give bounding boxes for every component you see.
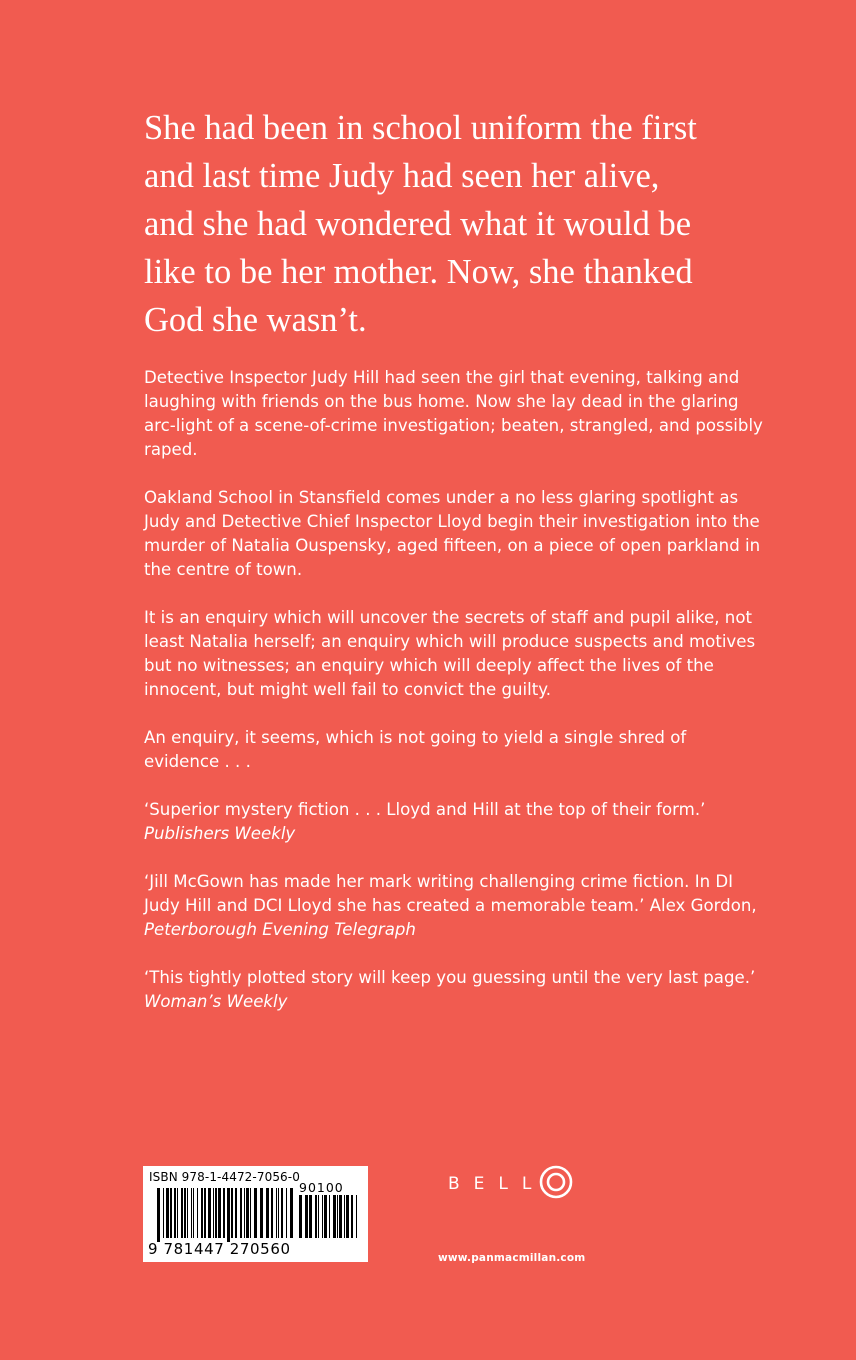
review-author: Alex Gordon, [649, 896, 757, 915]
circle-o-icon [539, 1165, 573, 1204]
isbn-barcode [143, 1166, 368, 1262]
pull-quote-line: and last time Judy had seen her alive, [144, 157, 660, 195]
review-source: Peterborough Evening Telegraph [144, 920, 416, 939]
review-source: Publishers Weekly [144, 824, 296, 843]
publisher-logo [448, 1166, 573, 1202]
blurb-paragraph: An enquiry, it seems, which is not going to yield a single shred of evidence . . . [144, 728, 687, 771]
review [144, 870, 764, 942]
blurb-paragraph: Oakland School in Stansfield comes under a no less glaring spotlight as Judy and Detective Chief Inspector Lloyd begin their investigation into the murder of Natalia Ouspensky, aged fifteen, on a piece of open parkland in the centre of town. [144, 488, 761, 579]
blurb [144, 366, 764, 1038]
barcode-addon-number: 90100 [299, 1180, 344, 1195]
barcode-number: 9 781447 270560 [148, 1240, 291, 1258]
barcode-addon-bars [299, 1195, 359, 1242]
blurb-paragraph: It is an enquiry which will uncover the secrets of staff and pupil alike, not least Natalia herself; an enquiry which will produce suspects and motives but no witnesses; an enquiry which will deeply affect the lives of the innocent, but might well fail to convict the guilty. [144, 608, 756, 699]
review-quote: ‘This tightly plotted story will keep you guessing until the very last page.’ [144, 968, 756, 987]
review-quote: ‘Superior mystery fiction . . . Lloyd and Hill at the top of their form.’ [144, 800, 706, 819]
pull-quote-line: She had been in school uniform the first [144, 109, 697, 147]
pull-quote [144, 104, 784, 344]
pull-quote-line: and she had wondered what it would be [144, 205, 692, 243]
blurb-paragraph: Detective Inspector Judy Hill had seen the girl that evening, talking and laughing with friends on the bus home. Now she lay dead in the glaring arc-light of a scene-of-crime investigation; beaten, strangled, and possibly raped. [144, 368, 763, 459]
review [144, 798, 764, 846]
isbn-label: ISBN 978-1-4472-7056-0 [149, 1170, 300, 1184]
pull-quote-line: God she wasn’t. [144, 301, 367, 339]
pull-quote-line: like to be her mother. Now, she thanked [144, 253, 693, 291]
review-quote: ‘Jill McGown has made her mark writing challenging crime fiction. In DI Judy Hill and DCI Lloyd she has created a memorable team.’ [144, 872, 734, 915]
barcode-bars [157, 1188, 295, 1242]
review-source: Woman’s Weekly [144, 992, 288, 1011]
review [144, 966, 764, 1014]
publisher-logo-text: BELL [448, 1174, 546, 1194]
publisher-url: www.panmacmillan.com [438, 1252, 586, 1264]
